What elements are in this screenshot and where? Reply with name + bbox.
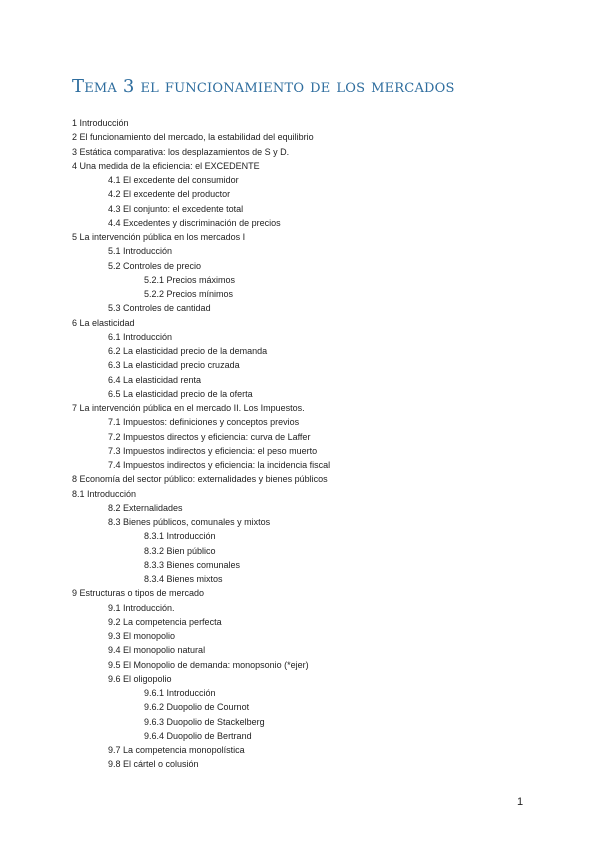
toc-entry[interactable]: 7.2 Impuestos directos y eficiencia: curva de Laffer — [108, 431, 311, 442]
toc-entry[interactable]: 7.1 Impuestos: definiciones y conceptos previos — [108, 417, 300, 428]
toc-entry[interactable]: 7 La intervención pública en el mercado II. Los Impuestos. — [72, 403, 305, 413]
page-number: 1 — [517, 796, 524, 808]
toc-entry[interactable]: 9.2 La competencia perfecta — [108, 616, 222, 627]
toc-entry[interactable]: 1 Introducción — [72, 118, 129, 128]
toc-entry[interactable]: 9.1 Introducción. — [108, 602, 175, 613]
toc-entry[interactable]: 9.6 El oligopolio — [108, 673, 172, 684]
toc-entry[interactable]: 9.6.4 Duopolio de Bertrand — [144, 730, 252, 741]
toc-entry[interactable]: 8.1 Introducción — [72, 488, 137, 499]
toc-entry[interactable]: 9.4 El monopolio natural — [108, 645, 206, 656]
toc-entry[interactable]: 2 El funcionamiento del mercado, la estabilidad del equilibrio — [72, 132, 314, 143]
toc-entry[interactable]: 8.3 Bienes públicos, comunales y mixtos — [108, 517, 271, 527]
toc-entry[interactable]: 9.7 La competencia monopolística — [108, 745, 245, 755]
toc-entry[interactable]: 8.3.3 Bienes comunales — [144, 559, 241, 570]
toc-entry[interactable]: 9.6.1 Introducción — [144, 688, 216, 698]
toc-entry[interactable]: 5.2.1 Precios máximos — [144, 274, 236, 285]
toc-entry[interactable]: 9 Estructuras o tipos de mercado — [72, 588, 205, 599]
toc-entry[interactable]: 9.3 El monopolio — [108, 631, 176, 641]
toc-entry[interactable]: 9.5 El Monopolio de demanda: monopsonio (*ejer) — [108, 659, 309, 670]
toc-entry[interactable]: 6.2 La elasticidad precio de la demanda — [108, 346, 268, 356]
toc-entry[interactable]: 6.5 La elasticidad precio de la oferta — [108, 388, 253, 399]
toc-entry[interactable]: 9.8 El cártel o colusión — [108, 759, 199, 770]
toc-entry[interactable]: 8 Economía del sector público: externalidades y bienes públicos — [72, 474, 328, 485]
toc-entry[interactable]: 5.3 Controles de cantidad — [108, 303, 211, 314]
toc-entry[interactable]: 9.6.3 Duopolio de Stackelberg — [144, 716, 265, 727]
toc-entry[interactable]: 7.3 Impuestos indirectos y eficiencia: el peso muerto — [108, 445, 318, 456]
table-of-contents — [72, 116, 542, 772]
toc-entry[interactable]: 4.3 El conjunto: el excedente total — [108, 203, 244, 214]
toc-entry[interactable]: 6.4 La elasticidad renta — [108, 374, 202, 385]
toc-entry[interactable]: 8.3.4 Bienes mixtos — [144, 574, 223, 584]
toc-entry[interactable]: 8.3.2 Bien público — [144, 545, 216, 556]
toc-entry[interactable]: 4.4 Excedentes y discriminación de precios — [108, 217, 281, 228]
toc-entry[interactable]: 5 La intervención pública en los mercados I — [72, 232, 246, 242]
toc-entry[interactable]: 8.3.1 Introducción — [144, 531, 216, 542]
toc-entry[interactable]: 6.1 Introducción — [108, 331, 173, 342]
toc-entry[interactable]: 4 Una medida de la eficiencia: el EXCEDENTE — [72, 160, 260, 171]
toc-entry[interactable]: 4.2 El excedente del productor — [108, 189, 231, 200]
page-title: Tema 3 el funcionamiento de los mercados — [72, 76, 455, 97]
toc-entry[interactable]: 5.2.2 Precios mínimos — [144, 289, 234, 299]
toc-entry[interactable]: 7.4 Impuestos indirectos y eficiencia: la incidencia fiscal — [108, 460, 331, 470]
toc-entry[interactable]: 8.2 Externalidades — [108, 502, 183, 513]
toc-entry[interactable]: 6.3 La elasticidad precio cruzada — [108, 360, 240, 371]
toc-entry[interactable]: 5.2 Controles de precio — [108, 260, 202, 271]
toc-entry[interactable]: 9.6.2 Duopolio de Cournot — [144, 702, 250, 713]
toc-entry[interactable]: 4.1 El excedente del consumidor — [108, 175, 239, 185]
toc-entry[interactable]: 3 Estática comparativa: los desplazamientos de S y D. — [72, 146, 290, 157]
toc-entry[interactable]: 6 La elasticidad — [72, 317, 135, 328]
toc-entry[interactable]: 5.1 Introducción — [108, 246, 173, 257]
